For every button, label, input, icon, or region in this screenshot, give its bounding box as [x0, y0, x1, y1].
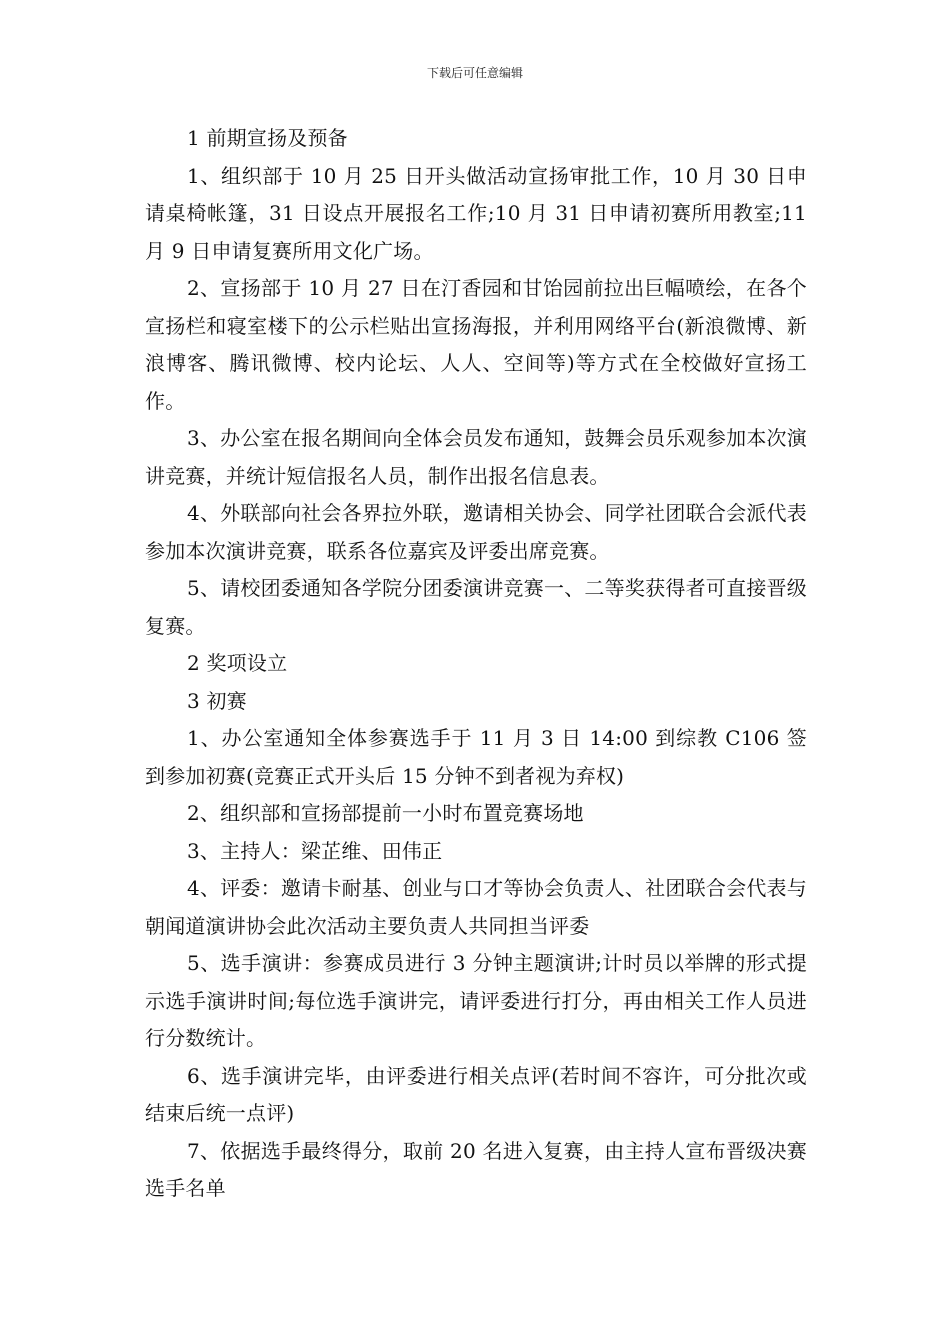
document-body — [145, 120, 807, 1208]
paragraph-prelim-comments: 6、选手演讲完毕，由评委进行相关点评(若时间不容许，可分批次或结束后统一点评) — [145, 1063, 807, 1125]
section-heading-awards: 2 奖项设立 — [187, 651, 288, 675]
paragraph-organization-dept: 1、组织部于 10 月 25 日开头做活动宣扬审批工作，10 月 30 日申请桌椅帐篷，31 日设点开展报名工作;10 月 31 日申请初赛所用教室;11 月 9 日申请复赛所用文化广场。 — [145, 163, 807, 263]
section-heading-publicity: 1 前期宣扬及预备 — [187, 126, 348, 150]
paragraph-office: 3、办公室在报名期间向全体会员发布通知，鼓舞会员乐观参加本次演讲竞赛，并统计短信报名人员，制作出报名信息表。 — [145, 426, 807, 488]
paragraph-prelim-judges: 4、评委：邀请卡耐基、创业与口才等协会负责人、社团联合会代表与朝闻道演讲协会此次活动主要负责人共同担当评委 — [145, 876, 807, 938]
paragraph-publicity-dept: 2、宣扬部于 10 月 27 日在汀香园和甘饴园前拉出巨幅喷绘，在各个宣扬栏和寝室楼下的公示栏贴出宣扬海报，并利用网络平台(新浪微博、新浪博客、腾讯微博、校内论坛、人人、空间等)等方式在全校做好宣扬工作。 — [145, 276, 807, 413]
paragraph-youth-league: 5、请校团委通知各学院分团委演讲竞赛一、二等奖获得者可直接晋级复赛。 — [145, 576, 807, 638]
page-header-note: 下载后可任意编辑 — [426, 66, 523, 80]
paragraph-prelim-hosts: 3、主持人：梁芷维、田伟正 — [187, 838, 443, 863]
paragraph-external-dept: 4、外联部向社会各界拉外联，邀请相关协会、同学社团联合会派代表参加本次演讲竞赛，联系各位嘉宾及评委出席竞赛。 — [145, 501, 807, 563]
section-heading-preliminary: 3 初赛 — [187, 688, 247, 713]
paragraph-prelim-speeches: 5、选手演讲：参赛成员进行 3 分钟主题演讲;计时员以举牌的形式提示选手演讲时间;每位选手演讲完，请评委进行打分，再由相关工作人员进行分数统计。 — [145, 951, 807, 1050]
paragraph-prelim-checkin: 1、办公室通知全体参赛选手于 11 月 3 日 14:00 到综教 C106 签到参加初赛(竞赛正式开头后 15 分钟不到者视为弃权) — [145, 726, 807, 788]
paragraph-prelim-results: 7、依据选手最终得分，取前 20 名进入复赛，由主持人宣布晋级决赛选手名单 — [145, 1138, 807, 1200]
paragraph-prelim-venue: 2、组织部和宣扬部提前一小时布置竞赛场地 — [187, 801, 584, 825]
